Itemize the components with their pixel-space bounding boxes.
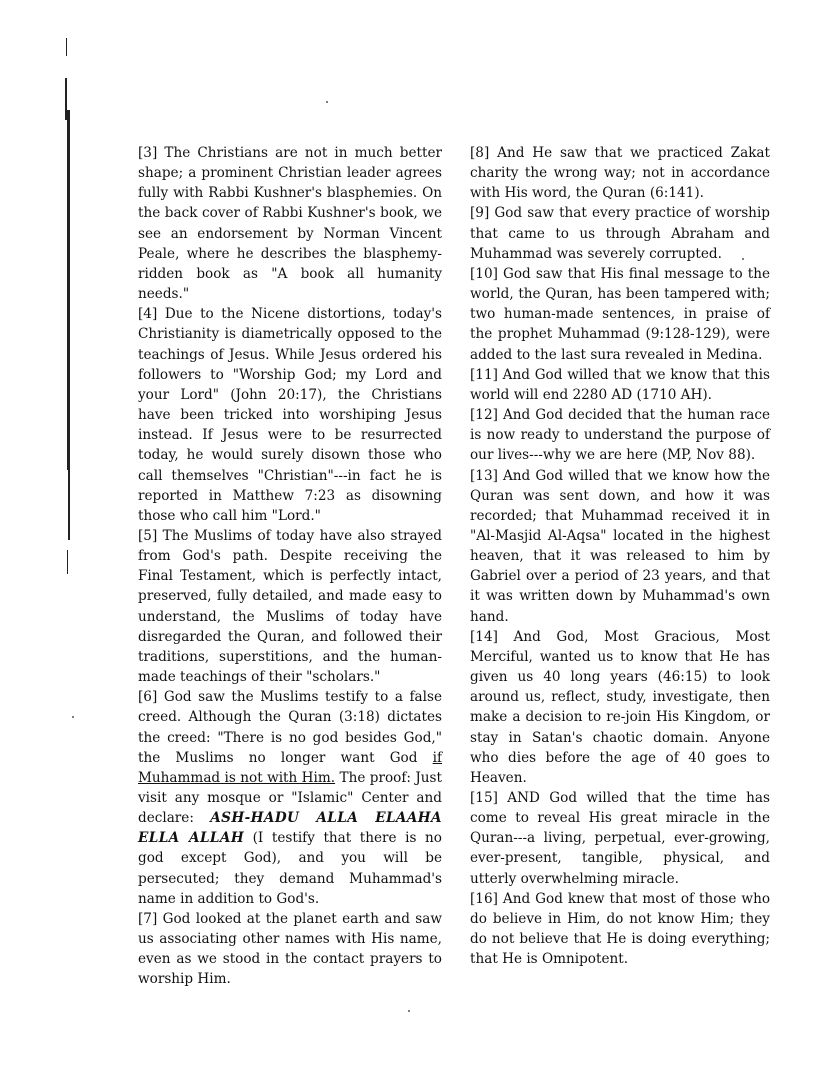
scan-speck <box>72 716 74 718</box>
paragraph-11 <box>470 365 770 405</box>
paragraph-text: God saw the Muslims testify to a false creed. Although the Quran (3:18) dictates the creed: "There is no god besides God," the Muslims no longer want God <box>138 689 442 766</box>
paragraph-9 <box>470 203 770 263</box>
paragraph-text: And God willed that we know that this world will end 2280 AD (1710 AH). <box>470 366 771 403</box>
paragraph-number: [3] <box>138 145 158 161</box>
paragraph-text: God saw that every practice of worship that came to us through Abraham and Muhammad was severely corrupted. <box>470 205 770 262</box>
italic-creed-text: ASH-HADU ALLA ELAAHA ELLA ALLAH <box>138 810 442 847</box>
paragraph-number: [4] <box>138 306 158 323</box>
paragraph-number: [13] <box>470 467 498 484</box>
paragraph-text: (I testify that there is no god except God), and you will be persecuted; they demand Muhammad's name in addition to God's. <box>138 830 442 907</box>
paragraph-14 <box>470 627 770 788</box>
scan-speck <box>408 1010 410 1012</box>
right-column <box>470 143 770 969</box>
paragraph-text: And God, Most Gracious, Most Merciful, wanted us to know that He has given us 40 long years (46:15) to look around us, reflect, study, investigate, then make a decision to re-join His Kingdom, or stay in Satan's chaotic domain. Anyone who dies before the age of 40 goes to Heaven. <box>470 628 770 786</box>
paragraph-number: [11] <box>470 366 498 383</box>
paragraph-number: [12] <box>470 407 498 424</box>
paragraph-text: The proof: Just visit any mosque or "Islamic" Center and declare: <box>138 769 443 827</box>
paragraph-text: God saw that His final message to the world, the Quran, has been tampered with; two human-made sentences, in praise of the prophet Muhammad (9:128-129), were added to the last sura revealed in Medina. <box>470 265 770 363</box>
paragraph-text: And God willed that we know how the Quran was sent down, and how it was recorded; that Muhammad received it in "Al-Masjid Al-Aqsa" located in the highest heaven, that it was released to him by Gabriel over a period of 23 years, and that it was written down by Muhammad's own hand. <box>470 467 770 625</box>
paragraph-15 <box>470 788 770 889</box>
paragraph-number: [14] <box>470 628 498 645</box>
paragraph-text: The Muslims of today have also strayed from God's path. Despite receiving the Final Testament, which is perfectly intact, preserved, fully detailed, and made easy to understand, the Muslims of today have disregarded the Quran, and followed their traditions, superstitions, and the human-made teachings of their "scholars." <box>138 527 442 686</box>
paragraph-7 <box>138 909 442 990</box>
paragraph-8 <box>470 143 770 203</box>
paragraph-10 <box>470 264 770 365</box>
scan-binding-edge <box>64 30 70 1070</box>
paragraph-text: And God knew that most of those who do believe in Him, do not know Him; they do not believe that He is doing everything; that He is Omnipotent. <box>470 890 771 968</box>
paragraph-number: [8] <box>470 145 490 161</box>
paragraph-text: AND God willed that the time has come to reveal His great miracle in the Quran---a living, perpetual, ever-growing, ever-present, tangible, physical, and utterly overwhelming miracle. <box>470 790 770 887</box>
paragraph-number: [10] <box>470 265 498 282</box>
paragraph-6 <box>138 687 442 909</box>
paragraph-text: God looked at the planet earth and saw us associating other names with His name, even as we stood in the contact prayers to worship Him. <box>138 910 442 988</box>
paragraph-number: [7] <box>138 910 158 927</box>
paragraph-number: [15] <box>470 790 498 806</box>
paragraph-3 <box>138 143 442 304</box>
underlined-text: if Muhammad is not with Him. <box>138 749 442 786</box>
paragraph-number: [6] <box>138 689 158 706</box>
paragraph-text: The Christians are not in much better shape; a prominent Christian leader agrees fully with Rabbi Kushner's blasphemies. On the back cover of Rabbi Kushner's book, we see an endorsement by Norman Vincent Peale, where he describes the blasphemy-ridden book as "A book all humanity needs." <box>138 145 442 303</box>
left-column <box>138 143 442 990</box>
paragraph-4 <box>138 304 442 526</box>
paragraph-12 <box>470 405 770 465</box>
paragraph-16 <box>470 889 770 970</box>
paragraph-number: [9] <box>470 205 490 222</box>
paragraph-13 <box>470 466 770 627</box>
paragraph-text: And God decided that the human race is now ready to understand the purpose of our lives---why we are here (MP, Nov 88). <box>470 407 771 464</box>
paragraph-5 <box>138 526 442 687</box>
paragraph-text: Due to the Nicene distortions, today's Christianity is diametrically opposed to the teachings of Jesus. While Jesus ordered his followers to "Worship God; my Lord and your Lord" (John 20:17), the Christians have been tricked into worshiping Jesus instead. If Jesus were to be resurrected today, he would surely disown those who call themselves "Christian"---in fact he is reported in Matthew 7:23 as disowning those who call him "Lord." <box>138 306 442 524</box>
scan-speck <box>326 101 328 103</box>
paragraph-text: And He saw that we practiced Zakat charity the wrong way; not in accordance with His word, the Quran (6:141). <box>470 145 770 202</box>
paragraph-number: [5] <box>138 527 158 544</box>
paragraph-number: [16] <box>470 890 498 907</box>
